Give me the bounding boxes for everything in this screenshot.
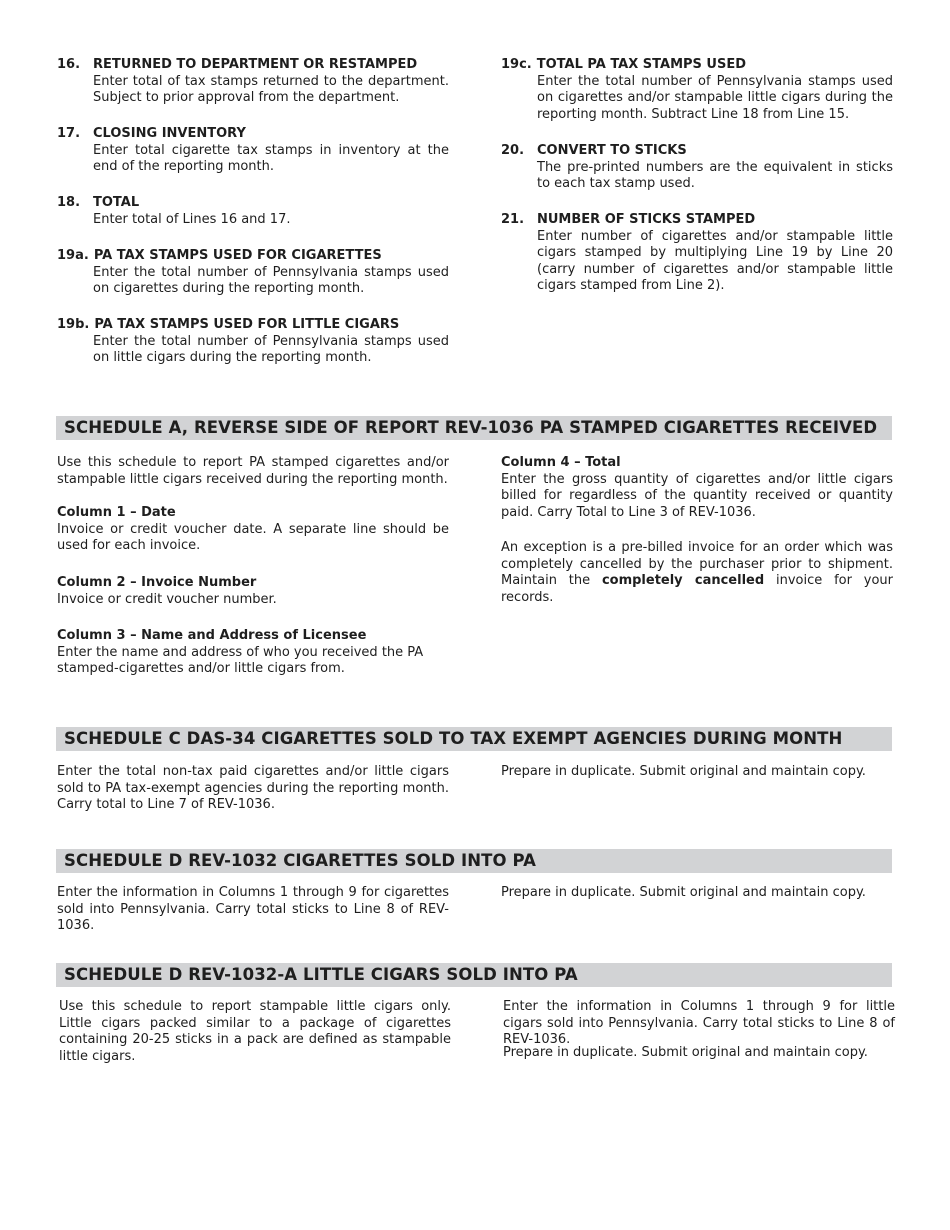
schedule-d-right-text: Prepare in duplicate. Submit original and maintain copy.	[501, 885, 866, 900]
item-body: Enter total cigarette tax stamps in inventory at the end of the reporting month.	[93, 142, 449, 174]
item-title: TOTAL	[93, 195, 140, 210]
item-body: Enter number of cigarettes and/or stampable little cigars stamped by multiplying Line 19 by Line 20 (carry number of cigarettes and/or stampable little cigars stamped from Line 2).	[537, 228, 893, 293]
schedule-c-right-text: Prepare in duplicate. Submit original and maintain copy.	[501, 764, 866, 779]
item-number: 16.	[57, 57, 81, 72]
exception-text: An exception is a pre-billed invoice for an order which was completely cancelled by the purchaser prior to shipment. Maintain the	[501, 540, 893, 588]
item-body: The pre-printed numbers are the equivalent in sticks to each tax stamp used.	[537, 159, 893, 191]
schedule-d-banner: SCHEDULE D REV-1032 CIGARETTES SOLD INTO PA	[56, 849, 892, 873]
schedule-a-banner: SCHEDULE A, REVERSE SIDE OF REPORT REV-1036 PA STAMPED CIGARETTES RECEIVED	[56, 416, 892, 440]
exception-text-end: invoice for your records.	[501, 573, 893, 605]
item-20	[501, 143, 893, 193]
schedule-d-a-right-text-1: Enter the information in Columns 1 through 9 for little cigars sold into Pennsylvania. Carry total sticks to Line 8 of REV-1036.	[503, 999, 895, 1047]
item-number: 19b.	[57, 317, 90, 332]
schedule-d-left-text: Enter the information in Columns 1 through 9 for cigarettes sold into Pennsylvania. Carry total sticks to Line 8 of REV-1036.	[57, 885, 449, 933]
column-text: Invoice or credit voucher number.	[57, 591, 277, 607]
item-body: Enter total of Lines 16 and 17.	[93, 211, 291, 227]
schedule-a-column-2	[57, 575, 449, 608]
column-heading: Column 2 – Invoice Number	[57, 575, 257, 590]
item-number: 19c.	[501, 57, 532, 72]
item-19c	[501, 57, 893, 123]
column-heading: Column 1 – Date	[57, 505, 176, 520]
item-19a	[57, 248, 449, 298]
item-number: 17.	[57, 126, 81, 141]
item-body: Enter total of tax stamps returned to the department. Subject to prior approval from the department.	[93, 73, 449, 105]
column-text: Invoice or credit voucher date. A separate line should be used for each invoice.	[57, 521, 449, 553]
item-18	[57, 195, 449, 228]
schedule-d-a-banner: SCHEDULE D REV-1032-A LITTLE CIGARS SOLD INTO PA	[56, 963, 892, 987]
item-number: 19a.	[57, 248, 89, 263]
schedule-a-intro: Use this schedule to report PA stamped cigarettes and/or stampable little cigars received during the reporting month.	[57, 455, 449, 487]
schedule-a-column-1	[57, 505, 449, 555]
item-body: Enter the total number of Pennsylvania stamps used on little cigars during the reporting month.	[93, 333, 449, 365]
item-number: 20.	[501, 143, 525, 158]
schedule-a-column-4	[501, 455, 893, 521]
schedule-a-exception	[501, 540, 893, 606]
item-body: Enter the total number of Pennsylvania stamps used on cigarettes and/or stampable little cigars during the reporting month. Subtract Line 18 from Line 15.	[537, 73, 893, 122]
item-17	[57, 126, 449, 176]
item-16	[57, 57, 449, 107]
item-title: RETURNED TO DEPARTMENT OR RESTAMPED	[93, 57, 418, 72]
item-title: CONVERT TO STICKS	[537, 143, 687, 158]
schedule-c-banner: SCHEDULE C DAS-34 CIGARETTES SOLD TO TAX EXEMPT AGENCIES DURING MONTH	[56, 727, 892, 751]
item-title: PA TAX STAMPS USED FOR CIGARETTES	[93, 248, 382, 263]
column-heading: Column 4 – Total	[501, 455, 621, 470]
item-title: CLOSING INVENTORY	[93, 126, 246, 141]
item-number: 21.	[501, 212, 525, 227]
item-title: TOTAL PA TAX STAMPS USED	[536, 57, 747, 72]
schedule-a-column-3	[57, 628, 449, 678]
schedule-d-a-left-text: Use this schedule to report stampable little cigars only. Little cigars packed similar to a package of cigarettes containing 20-25 sticks in a pack are defined as stampable little cigars.	[59, 999, 451, 1064]
item-number: 18.	[57, 195, 81, 210]
schedule-c-left-text: Enter the total non-tax paid cigarettes and/or little cigars sold to PA tax-exempt agencies during the reporting month. Carry total to Line 7 of REV-1036.	[57, 764, 449, 812]
column-text: Enter the name and address of who you received the PA stamped-cigarettes and/or little cigars from.	[57, 644, 424, 676]
column-text: Enter the gross quantity of cigarettes and/or little cigars billed for regardless of the quantity received or quantity paid. Carry Total to Line 3 of REV-1036.	[501, 471, 893, 520]
item-19b	[57, 317, 449, 367]
schedule-d-a-right-text-2: Prepare in duplicate. Submit original and maintain copy.	[503, 1045, 868, 1060]
item-21	[501, 212, 893, 295]
exception-emphasis: completely cancelled	[601, 573, 765, 588]
item-body: Enter the total number of Pennsylvania stamps used on cigarettes during the reporting month.	[93, 264, 449, 296]
item-title: PA TAX STAMPS USED FOR LITTLE CIGARS	[94, 317, 400, 332]
item-title: NUMBER OF STICKS STAMPED	[537, 212, 756, 227]
column-heading: Column 3 – Name and Address of Licensee	[57, 628, 367, 643]
